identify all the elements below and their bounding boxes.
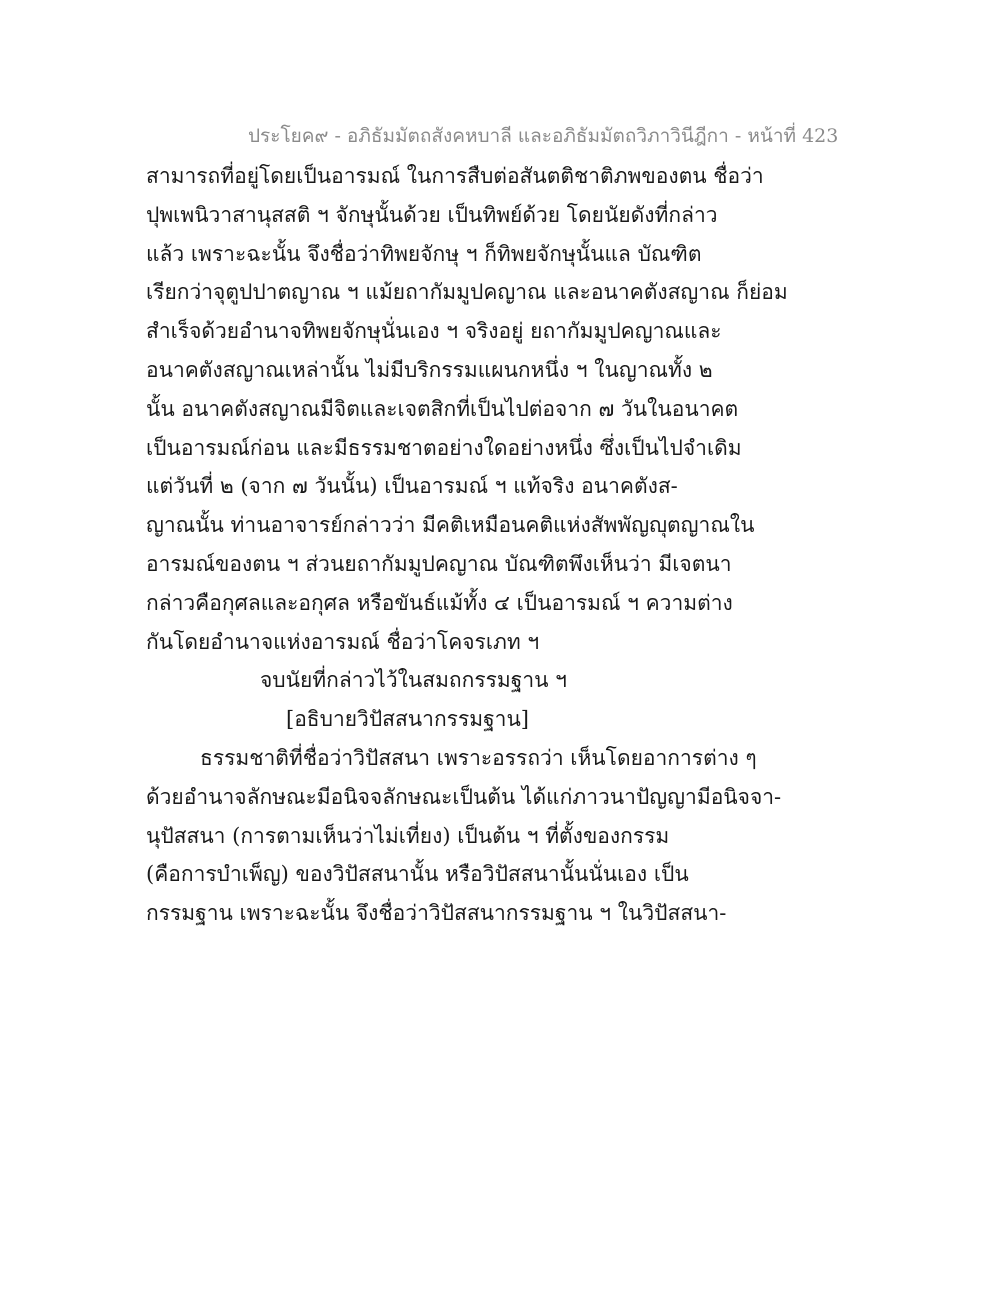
text-line: แล้ว เพราะฉะนั้น จึงชื่อว่าทิพยจักษุ ฯ ก็ทิพยจักษุนั้นแล บัณฑิต [146,241,702,266]
text-line: ปุพเพนิวาสานุสสติ ฯ จักษุนั้นด้วย เป็นทิพย์ด้วย โดยนัยดังที่กล่าว [146,202,718,227]
paragraph-first-line: ธรรมชาติที่ชื่อว่าวิปัสสนา เพราะอรรถว่า เห็นโดยอาการต่าง ๆ [200,745,757,770]
text-line: อนาคตังสญาณเหล่านั้น ไม่มีบริกรรมแผนกหนึ่ง ฯ ในญาณทั้ง ๒ [146,357,713,382]
text-line: สามารถที่อยู่โดยเป็นอารมณ์ ในการสืบต่อสันตติชาติภพของตน ชื่อว่า [146,164,764,188]
text-line: นุปัสสนา (การตามเห็นว่าไม่เที่ยง) เป็นต้น ฯ ที่ตั้งของกรรม [146,823,670,848]
text-line: อารมณ์ของตน ฯ ส่วนยถากัมมูปคญาณ บัณฑิตพึงเห็นว่า มีเจตนา [146,551,732,576]
text-line: ญาณนั้น ท่านอาจารย์กล่าวว่า มีคติเหมือนคติแห่งสัพพัญญุตญาณใน [146,513,755,538]
text-line: นั้น อนาคตังสญาณมีจิตและเจตสิกที่เป็นไปต่อจาก ๗ วันในอนาคต [146,396,739,421]
text-line: กล่าวคือกุศลและอกุศล หรือขันธ์แม้ทั้ง ๔ เป็นอารมณ์ ฯ ความต่าง [146,590,733,615]
text-line: แต่วันที่ ๒ (จาก ๗ วันนั้น) เป็นอารมณ์ ฯ แท้จริง อนาคตังส- [146,474,678,499]
text-line: เรียกว่าจุตูปปาตญาณ ฯ แม้ยถากัมมูปคญาณ และอนาคตังสญาณ ก็ย่อม [146,280,788,305]
text-line: สำเร็จด้วยอำนาจทิพยจักษุนั่นเอง ฯ จริงอยู่ ยถากัมมูปคญาณและ [146,319,722,344]
text-line: เป็นอารมณ์ก่อน และมีธรรมชาตอย่างใดอย่างหนึ่ง ซึ่งเป็นไปจำเดิม [146,435,742,460]
section-heading: [อธิบายวิปัสสนากรรมฐาน] [286,707,529,732]
text-line: (คือการบำเพ็ญ) ของวิปัสสนานั้น หรือวิปัสสนานั้นนั่นเอง เป็น [146,862,689,887]
text-line: ด้วยอำนาจลักษณะมีอนิจจลักษณะเป็นต้น ได้แก่ภาวนาปัญญามีอนิจจา- [146,784,782,809]
page-header: ประโยค๙ - อภิธัมมัตถสังคหบาลี และอภิธัมมัตถวิภาวินีฎีกา - หน้าที่ 423 [248,125,839,147]
text-line: กรรมฐาน เพราะฉะนั้น จึงชื่อว่าวิปัสสนากรรมฐาน ฯ ในวิปัสสนา- [146,901,727,926]
section-end-line: จบนัยที่กล่าวไว้ในสมถกรรมฐาน ฯ [260,668,567,693]
text-line: กันโดยอำนาจแห่งอารมณ์ ชื่อว่าโคจรเภท ฯ [146,629,540,654]
page-body [146,157,788,933]
